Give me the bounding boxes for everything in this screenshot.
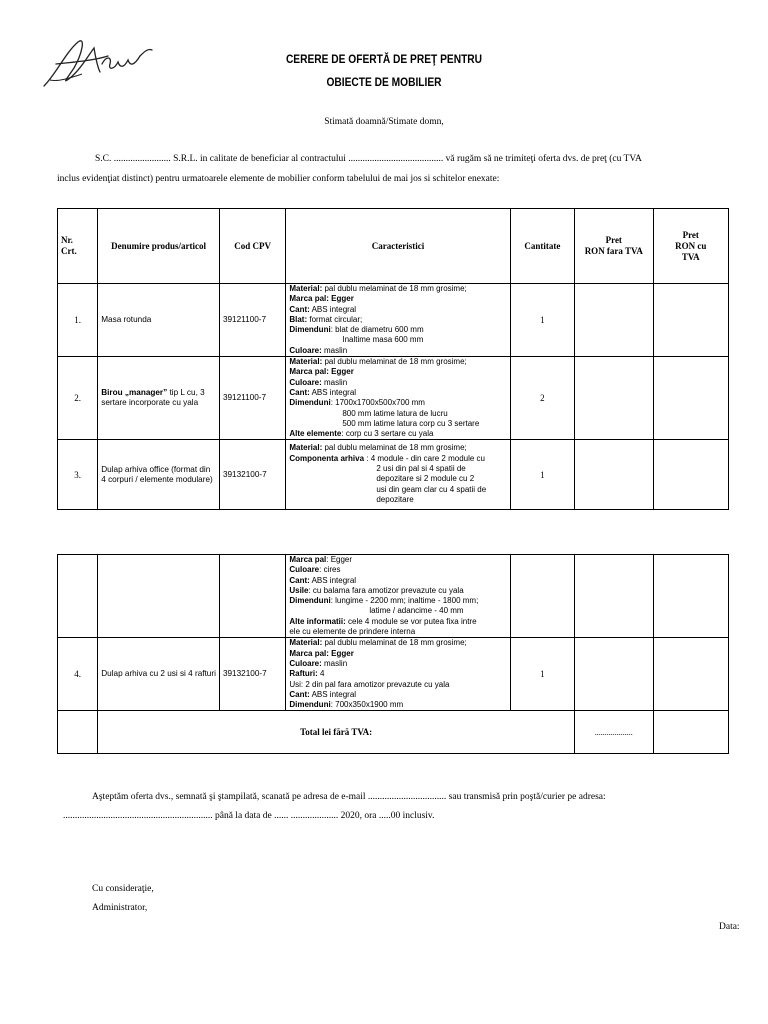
characteristics: Marca pal: Egger Culoare: cires Cant: ABS integral Usile: cu balama fara amotizor prevazute cu yala Dimenduni: lungime - 2200 mm; inaltime - 1800 mm; latime / adancime - 40 mm Alte informatii: cele 4 module se vor putea fixa intre ele cu elemente de prindere interna: [286, 555, 510, 638]
price-no-vat-cell[interactable]: [575, 357, 653, 440]
furniture-table: [57, 208, 729, 510]
header-nr-crt: Nr. Crt.: [58, 209, 98, 284]
product-name: Masa rotunda: [98, 284, 220, 357]
price-vat-cell[interactable]: [653, 555, 729, 638]
price-vat-cell[interactable]: [653, 440, 729, 510]
characteristics: Material: pal dublu melaminat de 18 mm grosime; Marca pal: Egger Culoare: maslin Rafturi: 4 Usi: 2 din pal fara amotizor prevazute cu yala Cant: ABS integral Dimenduni: 700x350x1900 mm: [286, 638, 510, 711]
quantity: 2: [510, 357, 574, 440]
table-header-row: [58, 209, 729, 284]
total-value[interactable]: ...................: [575, 711, 653, 754]
cpv-code: 39121100-7: [219, 357, 285, 440]
header-price-vat: Pret RON cu TVA: [653, 209, 729, 284]
price-no-vat-cell[interactable]: [575, 638, 653, 711]
row-number: 1.: [58, 284, 98, 357]
quantity: 1: [510, 440, 574, 510]
quantity: 1: [510, 284, 574, 357]
cpv-code: 39121100-7: [219, 284, 285, 357]
row-number: 4.: [58, 638, 98, 711]
header-price-no-vat: Pret RON fara TVA: [575, 209, 653, 284]
total-row: [58, 711, 729, 754]
row-number: 2.: [58, 357, 98, 440]
total-vat-cell[interactable]: [653, 711, 729, 754]
price-no-vat-cell[interactable]: [575, 555, 653, 638]
table-row: [58, 440, 729, 510]
characteristics: Material: pal dublu melaminat de 18 mm grosime; Marca pal: Egger Cant: ABS integral Blat: format circular; Dimenduni: blat de diametru 600 mm Inaltime masa 600 mm Culoare: maslin: [286, 284, 510, 357]
header-characteristics: Caracteristici: [286, 209, 510, 284]
signatory-role: Administrator,: [92, 903, 148, 913]
header-quantity: Cantitate: [510, 209, 574, 284]
date-label: Data:: [719, 922, 740, 932]
header-name: Denumire produs/articol: [98, 209, 220, 284]
product-name: Dulap arhiva office (format din 4 corpuri / elemente modulare): [98, 440, 220, 510]
price-no-vat-cell[interactable]: [575, 440, 653, 510]
price-vat-cell[interactable]: [653, 357, 729, 440]
document-title-line2: OBIECTE DE MOBILIER: [326, 75, 442, 89]
table-row: [58, 284, 729, 357]
table-row: [58, 357, 729, 440]
intro-line-2: inclus evidenţiat distinct) pentru urmatoarele elemente de mobilier conform tabelului de mai jos si schitelor enexate:: [57, 174, 500, 184]
characteristics: Material: pal dublu melaminat de 18 mm grosime; Marca pal: Egger Culoare: maslin Cant: ABS integral Dimenduni: 1700x1700x500x700 mm 800 mm latime latura de lucru 500 mm latime latura corp cu 3 sertare Alte elemente: corp cu 3 sertare cu yala: [286, 357, 510, 440]
characteristics: Material: pal dublu melaminat de 18 mm grosime; Componenta arhiva : 4 module - din care 2 module cu 2 usi din pal si 4 spatii de depozitare si 2 module cu 2 usi din geam clar cu 4 spatii de depozitare: [286, 440, 510, 510]
row-number: 3.: [58, 440, 98, 510]
closing-line-2: ............................................................... până la data de ...... .................... 2020, ora .....00 inclusiv.: [63, 811, 435, 821]
greeting: Stimată doamnă/Stimate domn,: [324, 117, 444, 127]
intro-line-1: S.C. ........................ S.R.L. in calitate de beneficiar al contractului ........................................ vă rugăm să ne trimiteţi oferta dvs. de preţ (cu TVA: [95, 154, 642, 164]
table-row: [58, 638, 729, 711]
closing-line-1: Aşteptăm oferta dvs., semnată şi ştampilată, scanată pe adresa de e-mail ................................. sau transmisă prin poştă/curier pe adresa:: [92, 792, 606, 802]
total-label: Total lei fără TVA:: [98, 711, 575, 754]
price-no-vat-cell[interactable]: [575, 284, 653, 357]
document-title-line1: CERERE DE OFERTĂ DE PREŢ PENTRU: [285, 52, 483, 66]
table-row: [58, 555, 729, 638]
header-cpv: Cod CPV: [219, 209, 285, 284]
cpv-code: 39132100-7: [219, 440, 285, 510]
price-vat-cell[interactable]: [653, 284, 729, 357]
furniture-table-continued: [57, 554, 729, 754]
regards: Cu consideraţie,: [92, 884, 154, 894]
quantity: 1: [510, 638, 574, 711]
price-vat-cell[interactable]: [653, 638, 729, 711]
product-name: Birou „manager” tip L cu, 3 sertare incorporate cu yala: [98, 357, 220, 440]
product-name: Dulap arhiva cu 2 usi si 4 rafturi: [98, 638, 220, 711]
cpv-code: 39132100-7: [219, 638, 285, 711]
